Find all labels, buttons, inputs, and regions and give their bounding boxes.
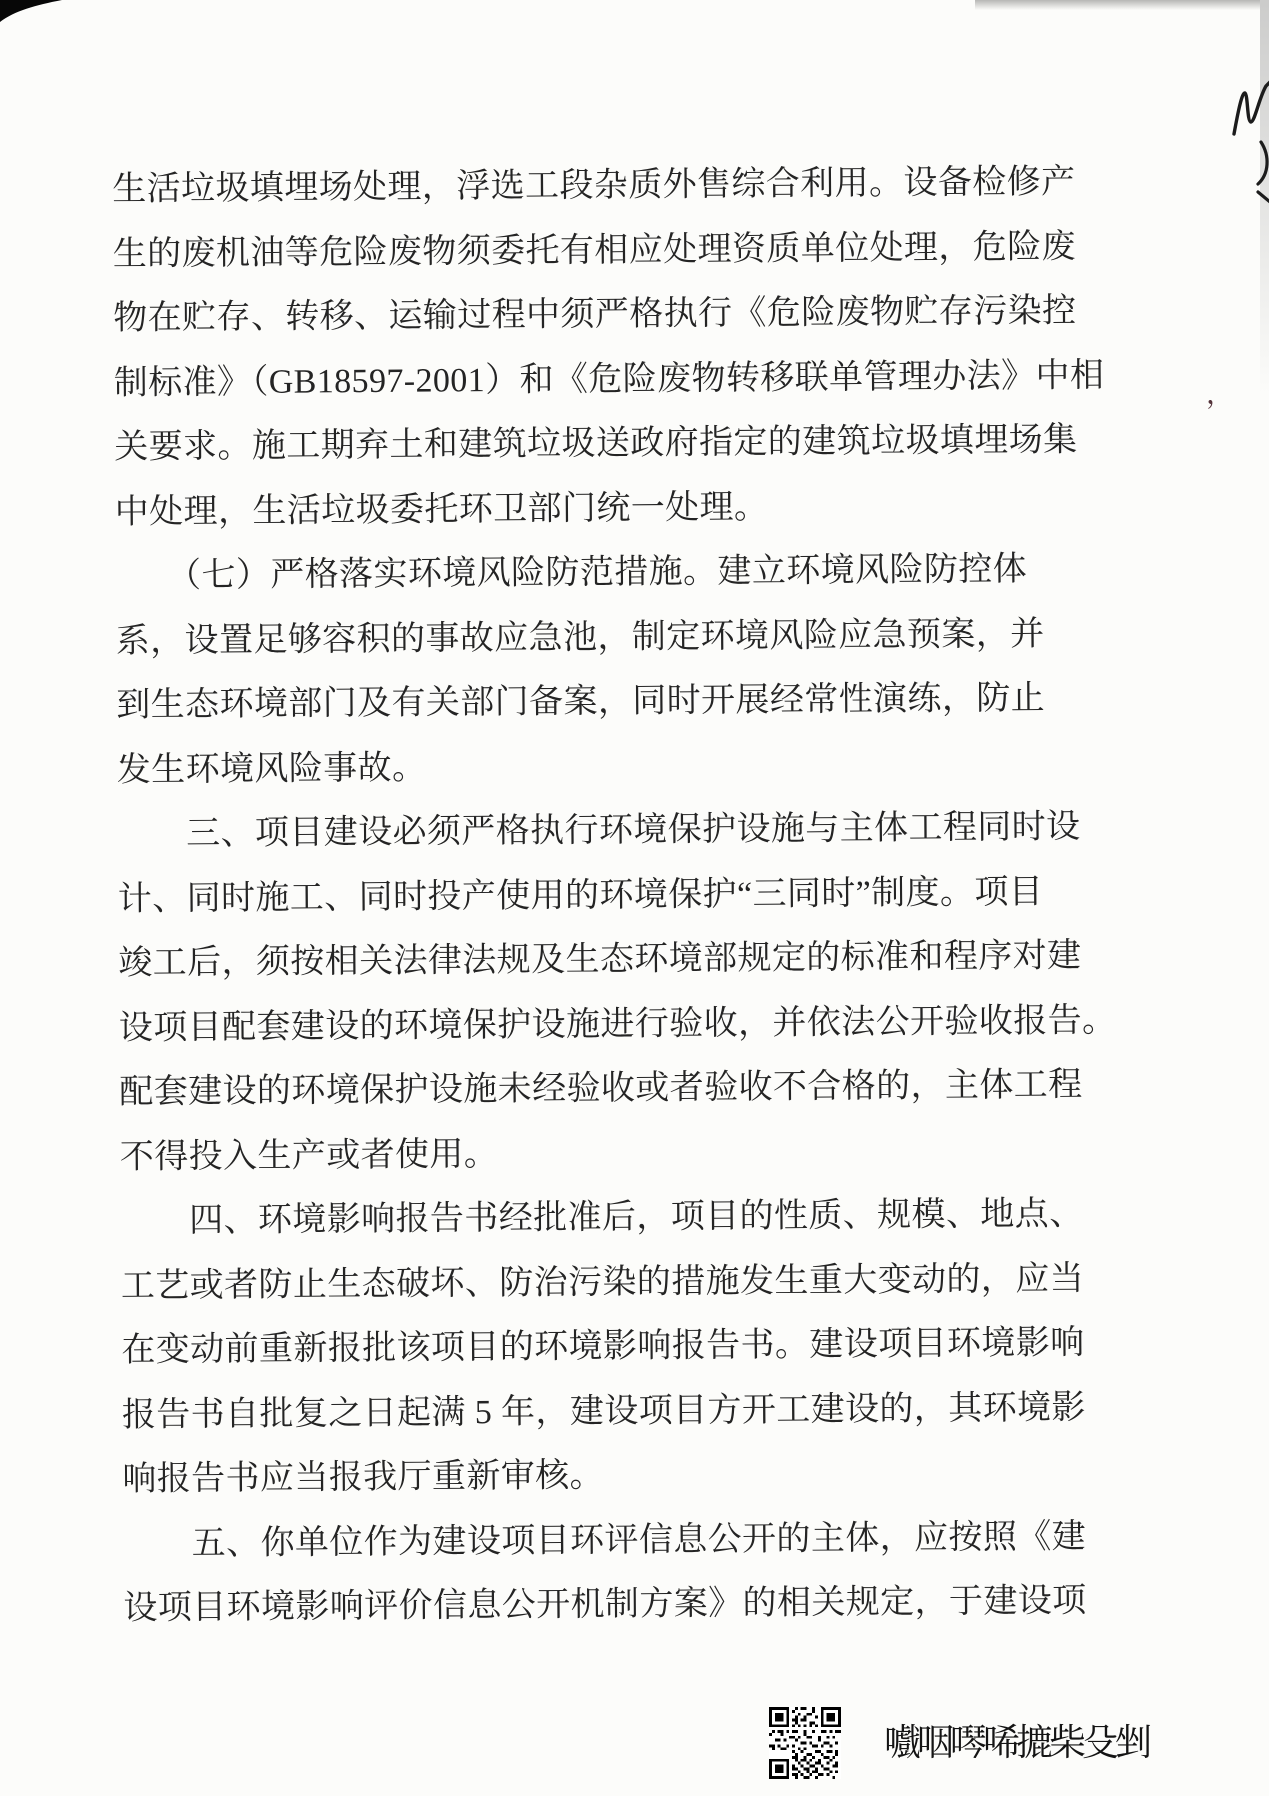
text-line: 在变动前重新报批该项目的环境影响报告书。建设项目环境影响	[121, 1324, 1085, 1369]
text-line: 五、你单位作为建设项目环评信息公开的主体，应按照《建	[122, 1517, 1087, 1563]
text-line: 配套建设的环境保护设施未经验收或者验收不合格的，主体工程	[119, 1066, 1083, 1111]
text-line: 关要求。施工期弃土和建筑垃圾送政府指定的建筑垃圾填埋场集	[114, 421, 1078, 466]
text-line: 物在贮存、转移、运输过程中须严格执行《危险废物贮存污染控	[113, 292, 1077, 337]
anti-copy-code-text: 嚱咽噖唏摝柴殳剉	[884, 1723, 1148, 1764]
scan-edge-shadow-right	[1260, 0, 1269, 430]
text-line: 计、同时施工、同时投产使用的环境保护“三同时”制度。项目	[117, 873, 1044, 918]
stray-comma-mark: ，	[1206, 379, 1235, 410]
text-line: 设项目环境影响评价信息公开机制方案》的相关规定，于建设项	[123, 1582, 1087, 1627]
text-line: 竣工后，须按相关法律法规及生态环境部规定的标准和程序对建	[118, 937, 1082, 982]
scanner-smudge-mark	[0, 0, 70, 26]
scan-edge-shadow-top	[975, 0, 1269, 10]
handwritten-pen-strokes	[1228, 78, 1269, 208]
text-line: 设项目配套建设的环境保护设施进行验收，并依法公开验收报告。	[118, 1001, 1117, 1047]
text-line: 系，设置足够容积的事故应急池，制定环境风险应急预案，并	[115, 615, 1045, 660]
text-line: 不得投入生产或者使用。	[119, 1135, 499, 1176]
text-line: 三、项目建设必须严格执行环境保护设施与主体工程同时设	[117, 808, 1081, 853]
text-line: 中处理，生活垃圾委托环卫部门统一处理。	[114, 488, 769, 531]
text-line: 发生环境风险事故。	[116, 749, 427, 789]
text-line: 到生态环境部门及有关部门备案，同时开展经常性演练，防止	[116, 679, 1046, 724]
text-line: 制标准》（GB18597-2001）和《危险废物转移联单管理办法》中相	[113, 356, 1105, 402]
text-line: 响报告书应当报我厅重新审核。	[122, 1457, 605, 1498]
text-line: （七）严格落实环境风险防范措施。建立环境风险防控体	[115, 550, 1028, 595]
text-line: 生的废机油等危险废物须委托有相应处理资质单位处理，危险废	[112, 227, 1077, 273]
qr-code	[769, 1702, 841, 1784]
text-line: 工艺或者防止生态破坏、防治污染的措施发生重大变动的，应当	[120, 1259, 1085, 1305]
text-line: 报告书自批复之日起满 5 年，建设项目方开工建设的，其环境影	[121, 1388, 1086, 1434]
text-line: 四、环境影响报告书经批准后，项目的性质、规模、地点、	[120, 1195, 1084, 1240]
text-line: 生活垃圾填埋场处理，浮选工段杂质外售综合利用。设备检修产	[112, 163, 1076, 208]
document-body-text	[112, 150, 1117, 1641]
